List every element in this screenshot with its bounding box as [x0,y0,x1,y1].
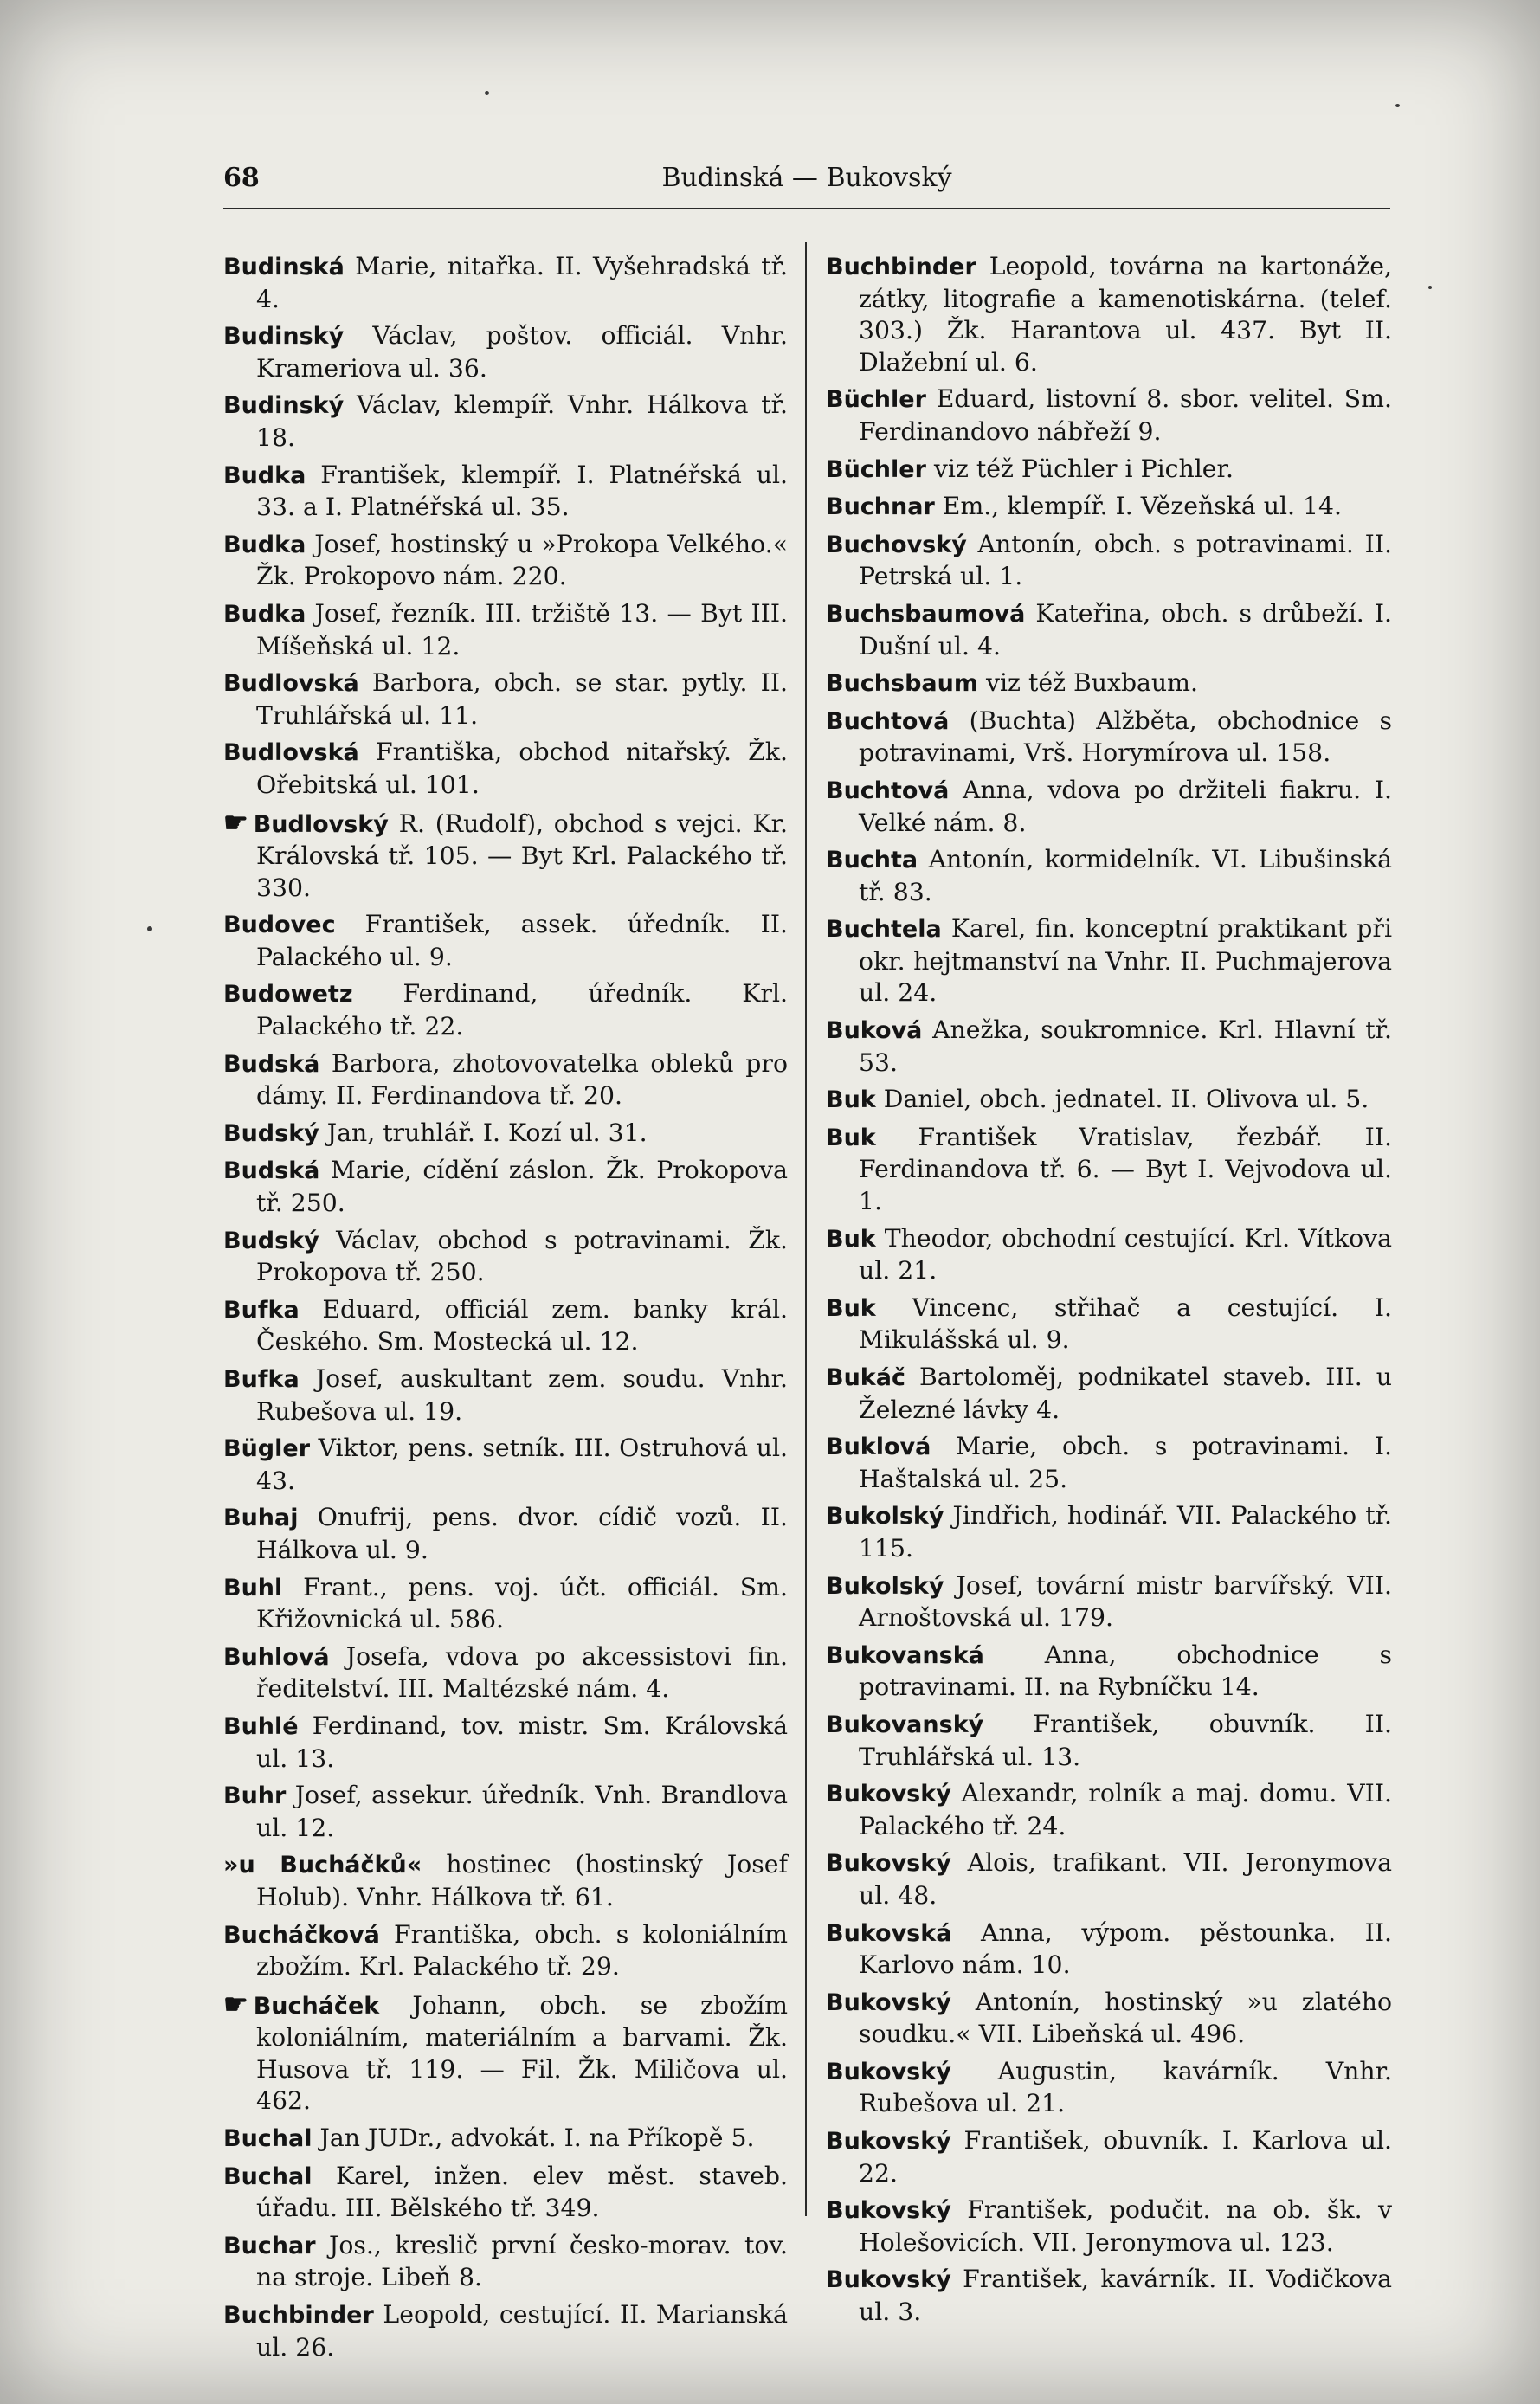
entry-name: Bufka [223,1296,300,1324]
entry-name: Budská [223,1157,320,1185]
entry-details: Václav, poštov. officiál. Vnhr. Krameriova ul. 36. [256,321,788,383]
entry-name: Bügler [223,1435,311,1463]
directory-entry [223,737,788,801]
entry-details: Františka, obchod nitařský. Žk. Ořebitská ul. 101. [256,738,788,799]
entry-name: Budinský [223,392,345,420]
directory-entry [223,1849,788,1913]
entry-details: František, obuvník. I. Karlova ul. 22. [859,2126,1392,2188]
entry-details: Marie, obch. s potravinami. I. Haštalská ul. 25. [859,1432,1392,1493]
entry-details: Václav, klempíř. Vnhr. Hálkova tř. 18. [256,390,788,452]
entry-name: Buchovský [826,531,967,558]
directory-entry [826,913,1392,1009]
entry-details: Josefa, vdova po akcessistovi fin. ředitelství. III. Maltézské nám. 4. [256,1641,788,1704]
entry-details: František, assek. úředník. II. Palackého ul. 9. [256,910,788,971]
entry-name: Buchbinder [826,254,976,280]
entry-details: Marie, nitařka. II. Vyšehradská tř. 4. [256,252,788,313]
entry-details: Anna, výpom. pěstounka. II. Karlovo nám. 10. [859,1917,1392,1980]
directory-entry [826,706,1392,770]
entry-details: Anežka, soukromnice. Krl. Hlavní tř. 53. [859,1015,1392,1077]
directory-entry [826,1500,1392,1564]
directory-entry [826,667,1392,700]
directory-entry [223,2123,788,2156]
entry-name: Buklová [826,1434,931,1461]
scan-speck [485,91,489,95]
entry-name: Buhr [223,1782,287,1810]
pointing-hand-icon: ☛ [223,1987,247,2021]
entry-name: Büchler [826,455,926,483]
directory-entry [223,1048,788,1112]
entry-details: Josef, tovární mistr barvířský. VII. Arnoštovská ul. 179. [859,1570,1392,1633]
entry-details: Kateřina, obch. s drůbeží. I. Dušní ul. 4. [859,598,1392,661]
entry-details: František, kavárník. II. Vodičkova ul. 3. [859,2265,1392,2327]
directory-entry [826,1223,1392,1287]
entry-name: Buchnar [826,493,935,521]
page-header [223,163,1390,203]
scan-speck [147,926,152,931]
entry-details: Josef, řezník. III. tržiště 13. — Byt III. Míšeňská ul. 12. [256,598,788,661]
directory-entry [826,383,1392,448]
entry-name: Bukovanský [826,1711,984,1738]
entry-name: Budlovská [223,670,359,698]
entry-details: Theodor, obchodní cestující. Krl. Vítkova ul. 21. [859,1223,1392,1286]
entry-details: František, klempíř. I. Platnéřská ul. 33. a I. Platnéřská ul. 35. [256,460,788,522]
entry-name: Buchsbaumová [826,600,1026,628]
directory-entry [826,1292,1392,1357]
directory-entry [223,320,788,384]
entry-details: Viktor, pens. setník. III. Ostruhová ul. 43. [256,1434,788,1495]
directory-entry [223,1294,788,1358]
entry-name: Buhlé [223,1712,299,1740]
entry-details: Marie, cídění záslon. Žk. Prokopova tř. 250. [256,1156,788,1218]
entry-details: Daniel, obch. jednatel. II. Olivova ul. 5. [875,1085,1369,1114]
entry-name: Buchtová [826,777,950,804]
directory-entry [826,2056,1392,2120]
scan-speck [1428,286,1432,289]
directory-entry [223,598,788,662]
directory-entry [826,2125,1392,2189]
directory-entry [223,667,788,732]
entry-details: viz též Püchler i Pichler. [925,454,1234,483]
entry-name: Bukovský [826,2266,951,2294]
entry-details: Václav, obchod s potravinami. Žk. Prokopova tř. 250. [256,1225,788,1287]
entry-details: František Vratislav, řezbář. II. Ferdinandova tř. 6. — Byt I. Vejvodova ul. 1. [859,1122,1392,1216]
directory-entry [223,1641,788,1705]
entry-name: Bukolský [826,1503,944,1531]
directory-entry [223,529,788,593]
entry-name: Budka [223,600,306,628]
directory-entry [826,598,1392,662]
entry-details: Jan, truhlář. I. Kozí ul. 31. [319,1118,648,1147]
directory-entry [223,978,788,1042]
entry-name: Buk [826,1086,876,1114]
entry-name: Buchtela [826,916,942,944]
entry-name: Bufka [223,1366,300,1393]
entry-name: Buchar [223,2232,316,2259]
entry-details: Antonín, kormidelník. VI. Libušinská tř. 83. [859,845,1392,906]
page-number: 68 [223,163,260,193]
directory-entry [826,1122,1392,1218]
directory-entry [223,1363,788,1428]
entry-name: Buchta [826,847,918,874]
directory-entry [826,491,1392,524]
entry-details: Antonín, obch. s potravinami. II. Petrská ul. 1. [859,529,1392,591]
directory-entry [826,2195,1392,2259]
directory-entry [826,251,1392,378]
directory-entry [223,1988,788,2117]
entry-name: Bukovanská [826,1641,984,1669]
directory-entry [826,1917,1392,1982]
entry-name: Buchtová [826,707,950,735]
directory-entry [223,2230,788,2294]
entry-details: Karel, inžen. elev měst. staveb. úřadu. III. Bělského tř. 349. [256,2161,788,2223]
directory-entry [826,1570,1392,1634]
directory-entry [826,1362,1392,1426]
entry-name: »u Bucháčků« [223,1852,422,1879]
directory-entry [826,1987,1392,2051]
entry-details: Anna, vdova po držiteli fiakru. I. Velké nám. 8. [859,775,1392,837]
directory-entry [223,1118,788,1150]
entry-details: Eduard, listovní 8. sbor. velitel. Sm. Ferdinandovo nábřeží 9. [859,384,1392,446]
entry-name: Buhl [223,1574,283,1602]
entry-name: Budská [223,1050,320,1078]
entry-details: Onufrij, pens. dvor. cídič vozů. II. Hálkova ul. 9. [256,1503,788,1564]
entry-name: Bukovský [826,2197,951,2225]
directory-entry [223,1502,788,1566]
entry-details: Leopold, cestující. II. Marianská ul. 26. [256,2300,788,2362]
entry-name: Budka [223,461,306,489]
directory-entry [223,807,788,905]
entry-name: Budinský [223,323,345,351]
directory-entry [223,1711,788,1775]
entry-details: Johann, obch. se zbožím koloniálním, materiálním a barvami. Žk. Husova tř. 119. — Fil. Žk. Miličova ul. 462. [256,1990,788,2116]
column-divider [805,242,807,2216]
scan-speck [1395,104,1400,107]
entry-details: Jindřich, hodinář. VII. Palackého tř. 115. [859,1501,1392,1563]
directory-entry [826,775,1392,839]
directory-entry [826,1778,1392,1842]
directory-entry [223,1572,788,1636]
entry-name: Buková [826,1017,923,1045]
entry-details: Josef, assekur. úředník. Vnh. Brandlova ul. 12. [256,1781,788,1842]
entry-details: Frant., pens. voj. účt. officiál. Sm. Křižovnická ul. 586. [256,1572,788,1634]
entry-details: Eduard, officiál zem. banky král. Českého. Sm. Mostecká ul. 12. [256,1294,788,1357]
entry-name: Budowetz [223,981,353,1009]
directory-entry [826,1847,1392,1911]
entry-details: Augustin, kavárník. Vnhr. Rubešova ul. 21. [859,2056,1392,2118]
directory-entry [223,1780,788,1844]
entry-name: Budský [223,1119,319,1147]
left-column [223,251,788,2369]
directory-entry [223,909,788,973]
entry-details: Em., klempíř. I. Vězeňská ul. 14. [934,492,1343,521]
entry-name: Buk [826,1225,876,1253]
right-column [826,251,1392,2334]
directory-entry [223,2161,788,2225]
directory-entry [826,454,1392,487]
entry-name: Bukáč [826,1364,905,1391]
entry-details: František, obuvník. II. Truhlářská ul. 13. [859,1709,1392,1771]
entry-name: Buchal [223,2162,313,2190]
directory-entry [223,1155,788,1219]
entry-name: Bukolský [826,1572,944,1600]
entry-name: Buk [826,1124,876,1151]
entry-name: Bukovský [826,1988,951,2016]
entry-details: Jos., kreslič první česko-morav. tov. na stroje. Libeň 8. [256,2230,788,2292]
directory-entry [223,1433,788,1497]
entry-name: Buhlová [223,1643,330,1671]
entry-details: Alois, trafikant. VII. Jeronymova ul. 48. [859,1848,1392,1910]
directory-entry [826,1709,1392,1773]
entry-details: Antonín, hostinský »u zlatého soudku.« VII. Libeňská ul. 496. [859,1987,1392,2049]
entry-details: Josef, hostinský u »Prokopa Velkého.« Žk. Prokopovo nám. 220. [256,529,788,591]
entry-name: Budlovský [253,810,389,838]
directory-entry [223,2299,788,2363]
entry-name: Büchler [826,386,926,414]
entry-name: Bukovský [826,2128,951,2156]
entry-details: Ferdinand, úředník. Krl. Palackého tř. 22. [256,979,788,1041]
entry-details: Ferdinand, tov. mistr. Sm. Královská ul. 13. [256,1711,788,1773]
entry-details: Františka, obch. s koloniálním zbožím. Krl. Palackého tř. 29. [256,1919,788,1982]
entry-name: Bucháček [253,1992,380,2020]
entry-details: Barbora, zhotovovatelka obleků pro dámy. II. Ferdinandova tř. 20. [256,1048,788,1111]
directory-entry [826,1640,1392,1704]
entry-name: Bucháčková [223,1921,380,1949]
entry-name: Buchal [223,2125,313,2153]
entry-details: viz též Buxbaum. [978,668,1198,698]
header-rule [223,208,1390,209]
directory-entry [826,1084,1392,1117]
pointing-hand-icon: ☛ [223,805,247,839]
entry-name: Bukovský [826,1781,951,1808]
running-head: Budinská — Bukovský [661,163,952,193]
entry-name: Bukovský [826,2058,951,2085]
directory-entry [223,251,788,315]
entry-details: hostinec (hostinský Josef Holub). Vnhr. Hálkova tř. 61. [256,1850,788,1911]
directory-entry [826,529,1392,593]
entry-name: Bukovská [826,1919,952,1947]
directory-entry [826,2264,1392,2328]
directory-entry [223,390,788,454]
entry-name: Budinská [223,254,345,280]
entry-details: Barbora, obch. se star. pytly. II. Truhlářská ul. 11. [256,668,788,730]
entry-details: Jan JUDr., advokát. I. na Příkopě 5. [312,2124,755,2153]
entry-details: Anna, obchodnice s potravinami. II. na Rybníčku 14. [859,1640,1392,1702]
directory-entry [826,1015,1392,1079]
entry-name: Bukovský [826,1850,951,1878]
entry-name: Buchsbaum [826,670,979,698]
entry-name: Budka [223,531,306,558]
entry-name: Buhaj [223,1505,299,1532]
directory-entry [223,460,788,524]
entry-details: Alexandr, rolník a maj. domu. VII. Palackého tř. 24. [859,1779,1392,1840]
directory-entry [826,844,1392,908]
directory-entry [223,1919,788,1983]
entry-details: František, podučit. na ob. šk. v Holešovicích. VII. Jeronymova ul. 123. [859,2195,1392,2257]
entry-name: Budský [223,1227,319,1254]
entry-details: Vincenc, střihač a cestující. I. Mikulášská ul. 9. [859,1292,1392,1355]
entry-details: R. (Rudolf), obchod s vejci. Kr. Královská tř. 105. — Byt Krl. Palackého tř. 330. [256,809,788,902]
entry-details: Josef, auskultant zem. soudu. Vnhr. Rubešova ul. 19. [256,1364,788,1426]
entry-details: Bartoloměj, podnikatel staveb. III. u Železné lávky 4. [859,1363,1392,1424]
entry-details: Karel, fin. konceptní praktikant při okr. hejtmanství na Vnhr. II. Puchmajerova ul. 24. [859,914,1392,1008]
entry-name: Buchbinder [223,2302,374,2330]
entry-name: Budovec [223,912,336,939]
directory-entry [826,1431,1392,1495]
entry-name: Buk [826,1294,876,1322]
entry-details: Leopold, továrna na kartonáže, zátky, litografie a kamenotiskárna. (telef. 303.) Žk. Harantova ul. 437. Byt II. Dlažební ul. 6. [859,252,1392,377]
entry-details: (Buchta) Alžběta, obchodnice s potravinami, Vrš. Horymírova ul. 158. [859,706,1392,768]
entry-name: Budlovská [223,739,359,767]
directory-entry [223,1225,788,1289]
